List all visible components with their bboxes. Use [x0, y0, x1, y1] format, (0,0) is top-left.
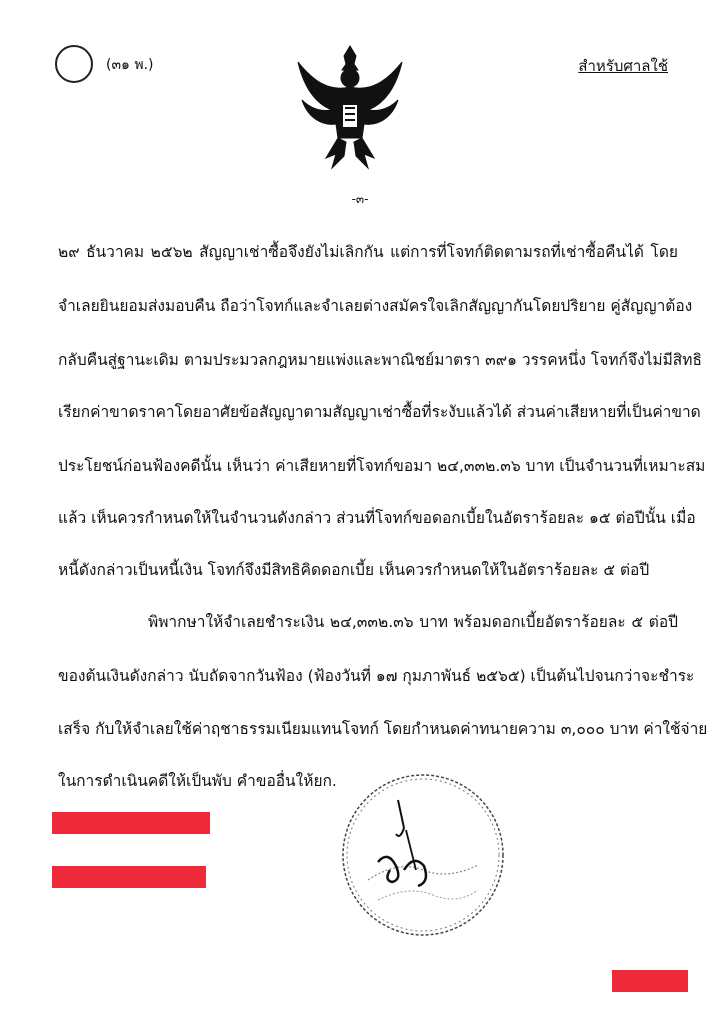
body-line: เรียกค่าขาดราคาโดยอาศัยข้อสัญญาตามสัญญาเช่าซื้อที่ระงับแล้วได้ ส่วนค่าเสียหายที่เป็นค่าขาด [58, 403, 701, 421]
body-line: ของต้นเงินดังกล่าว นับถัดจากวันฟ้อง (ฟ้องวันที่ ๑๗ กุมภาพันธ์ ๒๕๖๕) เป็นต้นไปจนกว่าจะชำระ [58, 667, 695, 685]
body-line: เสร็จ กับให้จำเลยใช้ค่าฤชาธรรมเนียมแทนโจทก์ โดยกำหนดค่าทนายความ ๓,๐๐๐ บาท ค่าใช้จ่าย [58, 720, 708, 738]
circle-icon [55, 45, 93, 83]
body-line: ๒๙ ธันวาคม ๒๕๖๒ สัญญาเช่าซื้อจึงยังไม่เลิกกัน แต่การที่โจทก์ติดตามรถที่เช่าซื้อคืนได้ โดย [58, 243, 678, 261]
body-line: กลับคืนสู่ฐานะเดิม ตามประมวลกฎหมายแพ่งและพาณิชย์มาตรา ๓๙๑ วรรคหนึ่ง โจทก์จึงไม่มีสิทธิ [58, 351, 702, 369]
redaction-bar [612, 970, 688, 992]
body-line: ในการดำเนินคดีให้เป็นพับ คำขออื่นให้ยก. [58, 772, 337, 790]
garuda-emblem-icon [292, 42, 408, 172]
court-seal-icon [338, 770, 508, 940]
redaction-bar [52, 866, 206, 888]
body-line: แล้ว เห็นควรกำหนดให้ในจำนวนดังกล่าว ส่วนที่โจทก์ขอดอกเบี้ยในอัตราร้อยละ ๑๕ ต่อปีนั้น เมื่อ [58, 509, 696, 527]
body-line: หนี้ดังกล่าวเป็นหนี้เงิน โจทก์จึงมีสิทธิคิดดอกเบี้ย เห็นควรกำหนดให้ในอัตราร้อยละ ๕ ต่อปี [58, 561, 650, 579]
body-line: จำเลยยินยอมส่งมอบคืน ถือว่าโจทก์และจำเลยต่างสมัครใจเลิกสัญญากันโดยปริยาย คู่สัญญาต้อง [58, 297, 693, 315]
court-use-label: สำหรับศาลใช้ [578, 57, 668, 75]
body-line: ประโยชน์ก่อนฟ้องคดีนั้น เห็นว่า ค่าเสียหายที่โจทก์ขอมา ๒๔,๓๓๒.๓๖ บาท เป็นจำนวนที่เหมาะสม [58, 457, 706, 475]
form-code: (๓๑ พ.) [106, 57, 154, 73]
page-number: -๓- [351, 192, 369, 206]
body-line: พิพากษาให้จำเลยชำระเงิน ๒๔,๓๓๒.๓๖ บาท พร้อมดอกเบี้ยอัตราร้อยละ ๕ ต่อปี [148, 613, 678, 631]
redaction-bar [52, 812, 210, 834]
